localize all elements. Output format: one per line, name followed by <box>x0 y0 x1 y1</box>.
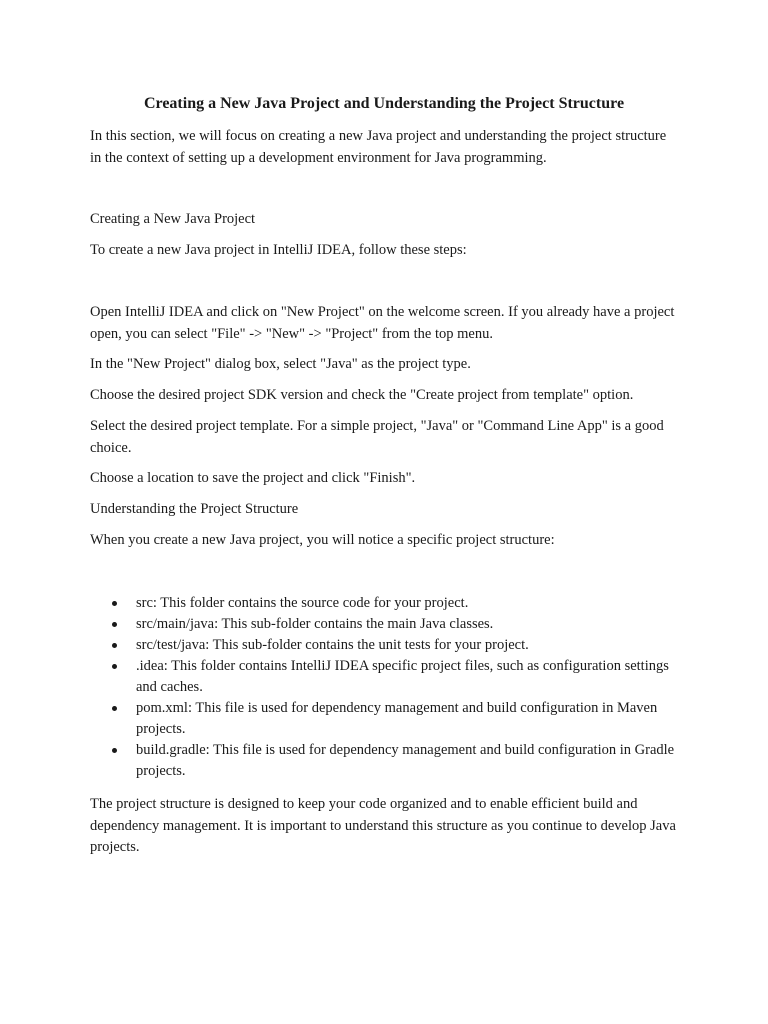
section-heading-create: Creating a New Java Project <box>90 211 256 227</box>
bullet-icon <box>112 622 117 627</box>
section-heading-structure: Understanding the Project Structure <box>90 501 299 517</box>
step-paragraph: Select the desired project template. For a simple project, "Java" or "Command Line App" is a good choice. <box>90 418 664 456</box>
list-item <box>90 614 680 635</box>
list-item-text: pom.xml: This file is used for dependency management and build configuration in Maven projects. <box>136 700 658 737</box>
bullet-icon <box>112 601 117 606</box>
bullet-icon <box>112 748 117 753</box>
step-paragraph: Open IntelliJ IDEA and click on "New Project" on the welcome screen. If you already have a project open, you can select "File" -> "New" -> "Project" from the top menu. <box>90 304 675 342</box>
list-item <box>90 740 680 782</box>
list-item-text: src: This folder contains the source code for your project. <box>136 595 469 611</box>
list-item <box>90 593 680 614</box>
section-lead-create: To create a new Java project in IntelliJ IDEA, follow these steps: <box>90 242 467 258</box>
bullet-icon <box>112 643 117 648</box>
structure-bullet-list <box>90 593 680 782</box>
list-item-text: src/main/java: This sub-folder contains the main Java classes. <box>136 616 494 632</box>
bullet-icon <box>112 664 117 669</box>
list-item-text: build.gradle: This file is used for dependency management and build configuration in Gradle projects. <box>136 742 675 779</box>
list-item-text: src/test/java: This sub-folder contains the unit tests for your project. <box>136 637 529 653</box>
list-item <box>90 635 680 656</box>
step-paragraph: Choose a location to save the project and click "Finish". <box>90 470 416 486</box>
section-lead-structure: When you create a new Java project, you will notice a specific project structure: <box>90 532 555 548</box>
bullet-icon <box>112 706 117 711</box>
step-paragraph: In the "New Project" dialog box, select "Java" as the project type. <box>90 356 471 372</box>
intro-paragraph: In this section, we will focus on creating a new Java project and understanding the project structure in the context of setting up a development environment for Java programming. <box>90 128 667 166</box>
closing-paragraph: The project structure is designed to keep your code organized and to enable efficient build and dependency management. It is important to understand this structure as you continue to develop Java projects. <box>90 796 676 855</box>
list-item <box>90 698 680 740</box>
list-item <box>90 656 680 698</box>
list-item-text: .idea: This folder contains IntelliJ IDEA specific project files, such as configuration settings and caches. <box>136 658 669 695</box>
page-title: Creating a New Java Project and Understanding the Project Structure <box>143 95 625 112</box>
step-paragraph: Choose the desired project SDK version and check the "Create project from template" option. <box>90 387 634 403</box>
